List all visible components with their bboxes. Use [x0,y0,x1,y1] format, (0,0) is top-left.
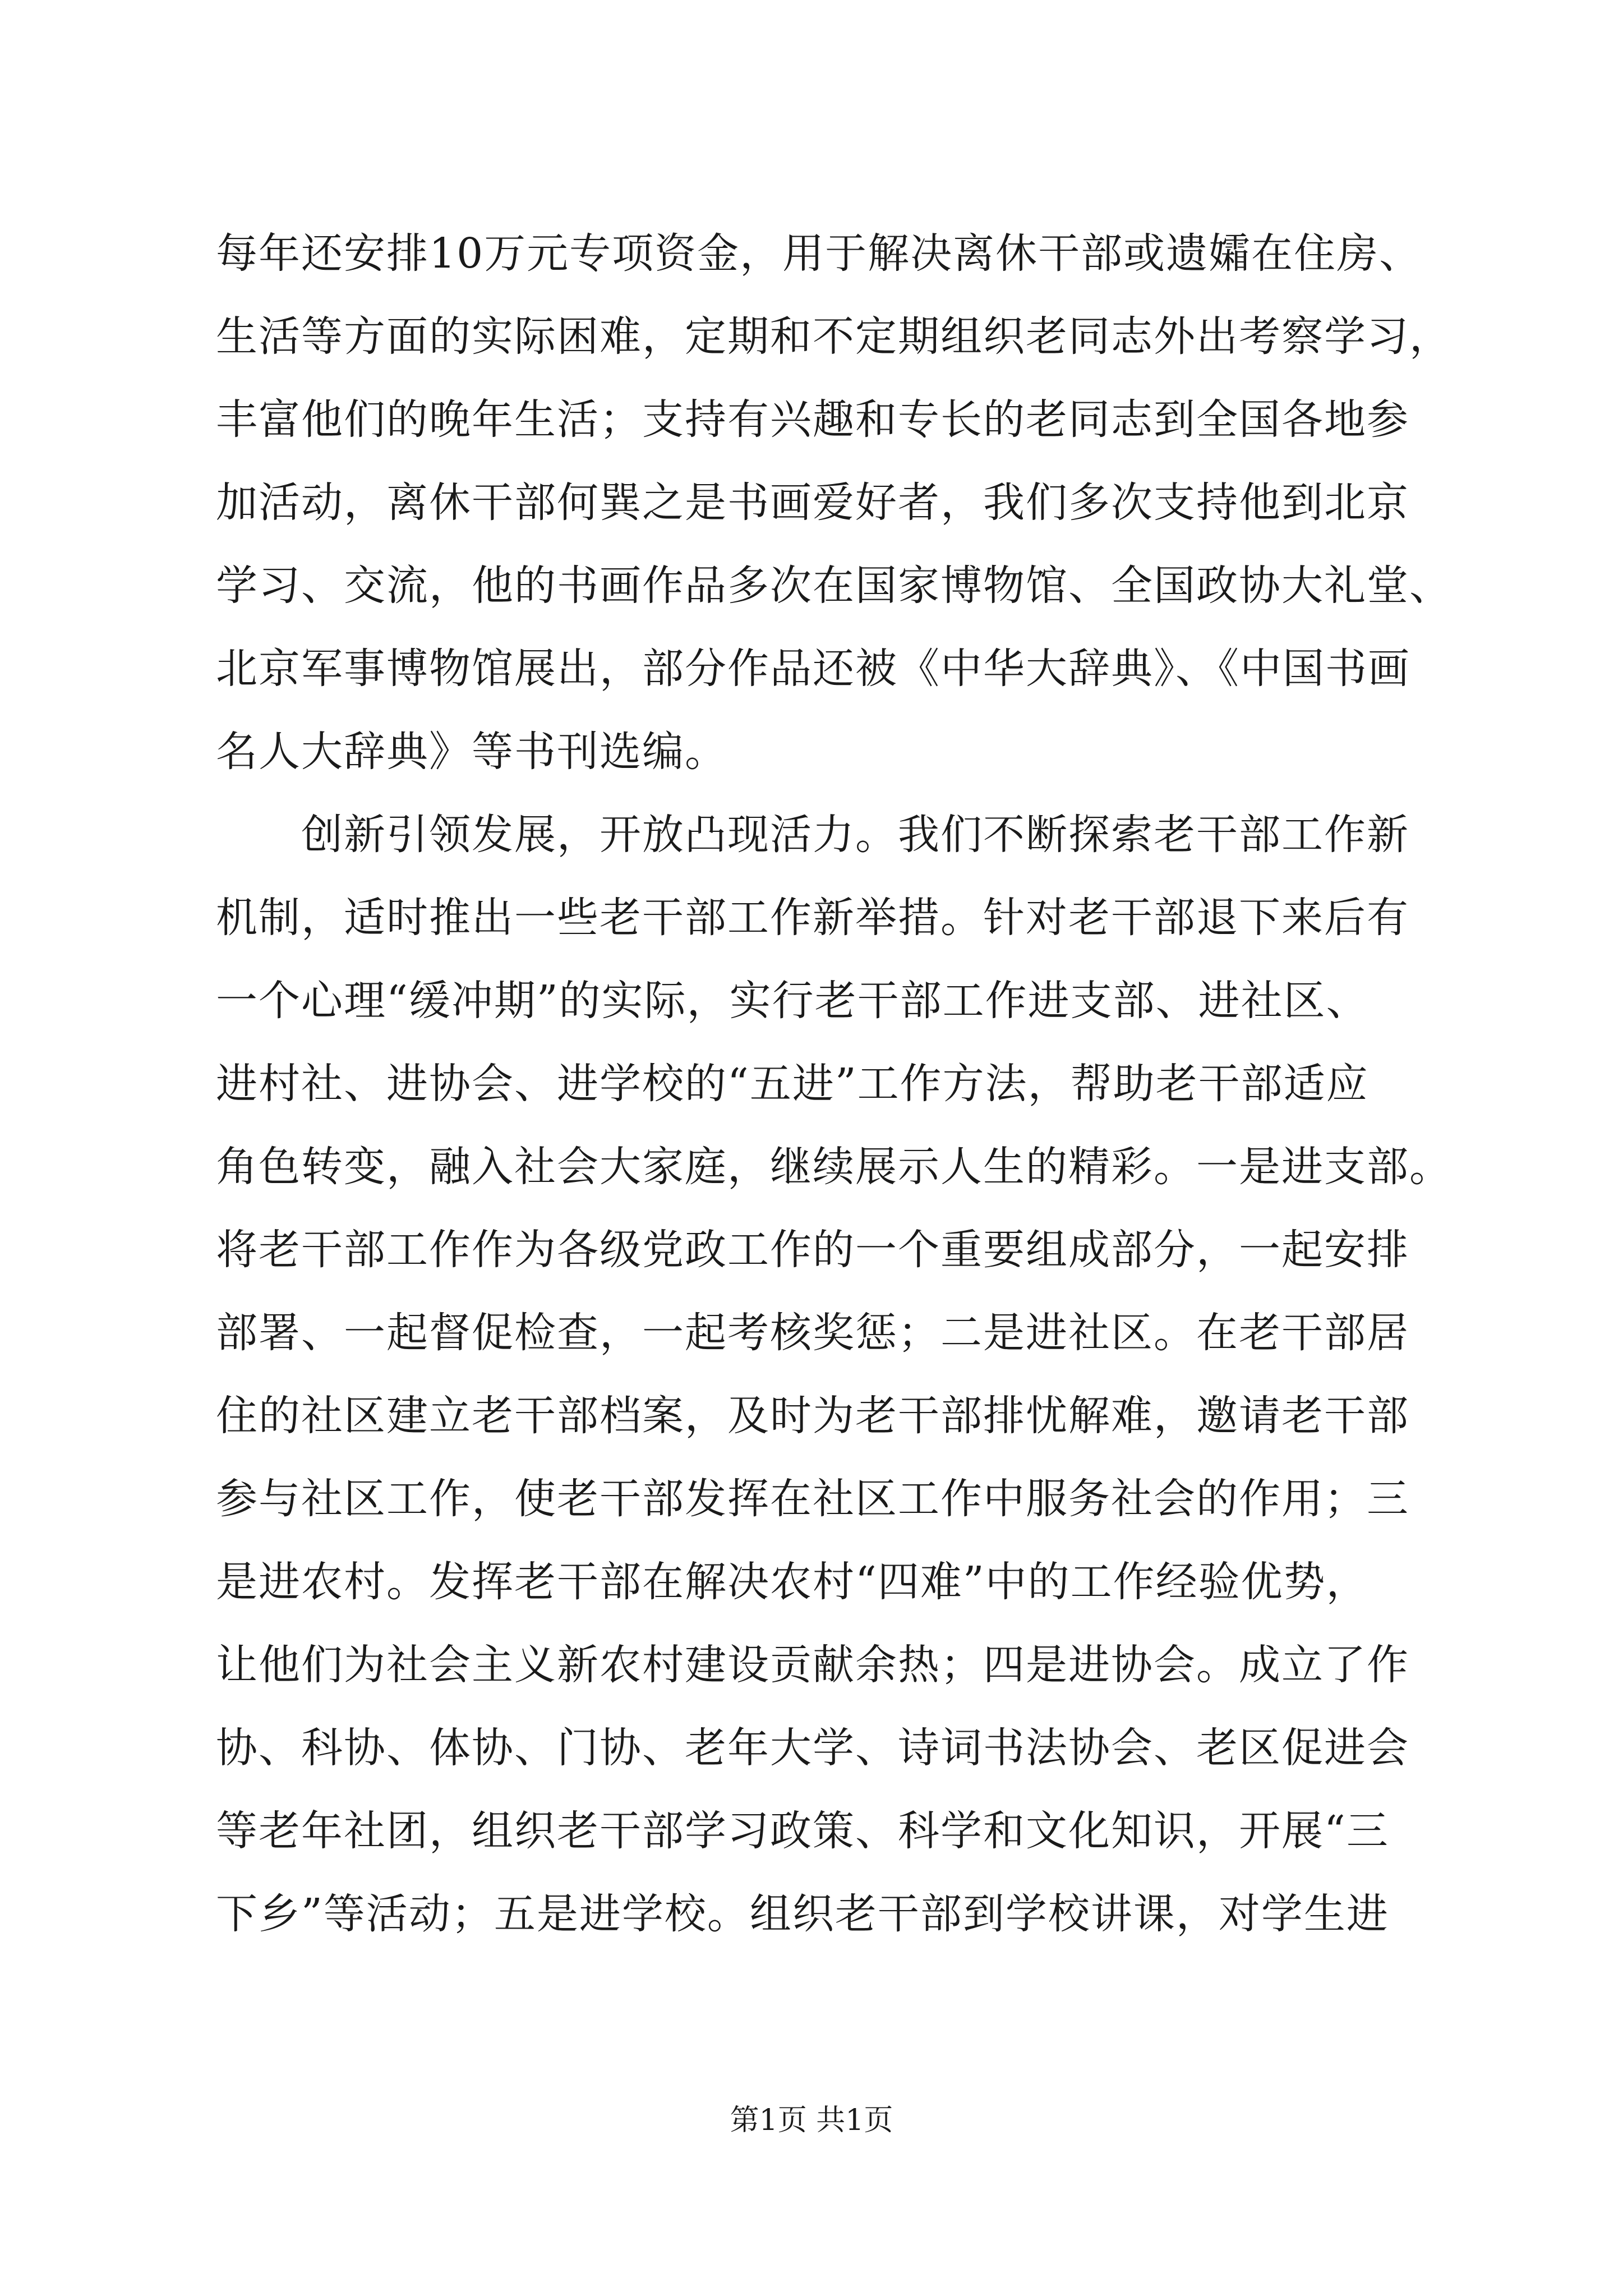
text-line: 创新引领发展，开放凸现活力。我们不断探索老干部工作新 [216,811,1409,859]
text-line: 协、科协、体协、门协、老年大学、诗词书法协会、老区促进会 [216,1724,1409,1772]
text-line: 每年还安排10万元专项资金，用于解决离休干部或遗孀在住房、 [216,229,1422,278]
document-body [216,212,1452,1955]
text-line: 学习、交流，他的书画作品多次在国家博物馆、全国政协大礼堂、 [216,562,1452,610]
text-line: 进村社、进协会、进学校的“五进”工作方法，帮助老干部适应 [216,1060,1369,1108]
page-number-footer: 第1页 共1页 [730,2104,893,2137]
text-line: 丰富他们的晚年生活；支持有兴趣和专长的老同志到全国各地参 [216,395,1409,444]
text-line: 参与社区工作，使老干部发挥在社区工作中服务社会的作用；三 [216,1475,1409,1523]
text-line: 机制，适时推出一些老干部工作新举措。针对老干部退下来后有 [216,894,1409,942]
text-line: 下乡”等活动；五是进学校。组织老干部到学校讲课，对学生进 [216,1890,1389,1938]
text-line: 将老干部工作作为各级党政工作的一个重要组成部分，一起安排 [216,1226,1409,1274]
text-line: 北京军事博物馆展出，部分作品还被《中华大辞典》、《中国书画 [216,645,1410,693]
text-line: 生活等方面的实际困难，定期和不定期组织老同志外出考察学习， [216,312,1452,361]
text-line: 加活动，离休干部何巽之是书画爱好者，我们多次支持他到北京 [216,478,1409,527]
text-line: 名人大辞典》等书刊选编。 [216,728,727,776]
text-line: 是进农村。发挥老干部在解决农村“四难”中的工作经验优势， [216,1558,1369,1606]
text-line: 一个心理“缓冲期”的实际，实行老干部工作进支部、进社区、 [216,977,1369,1025]
text-line: 部署、一起督促检查，一起考核奖惩；二是进社区。在老干部居 [216,1309,1409,1357]
text-line: 住的社区建立老干部档案，及时为老干部排忧解难，邀请老干部 [216,1392,1409,1440]
text-line: 让他们为社会主义新农村建设贡献余热；四是进协会。成立了作 [216,1641,1409,1689]
text-line: 角色转变，融入社会大家庭，继续展示人生的精彩。一是进支部。 [216,1143,1452,1191]
text-line: 等老年社团，组织老干部学习政策、科学和文化知识，开展“三 [216,1807,1389,1855]
